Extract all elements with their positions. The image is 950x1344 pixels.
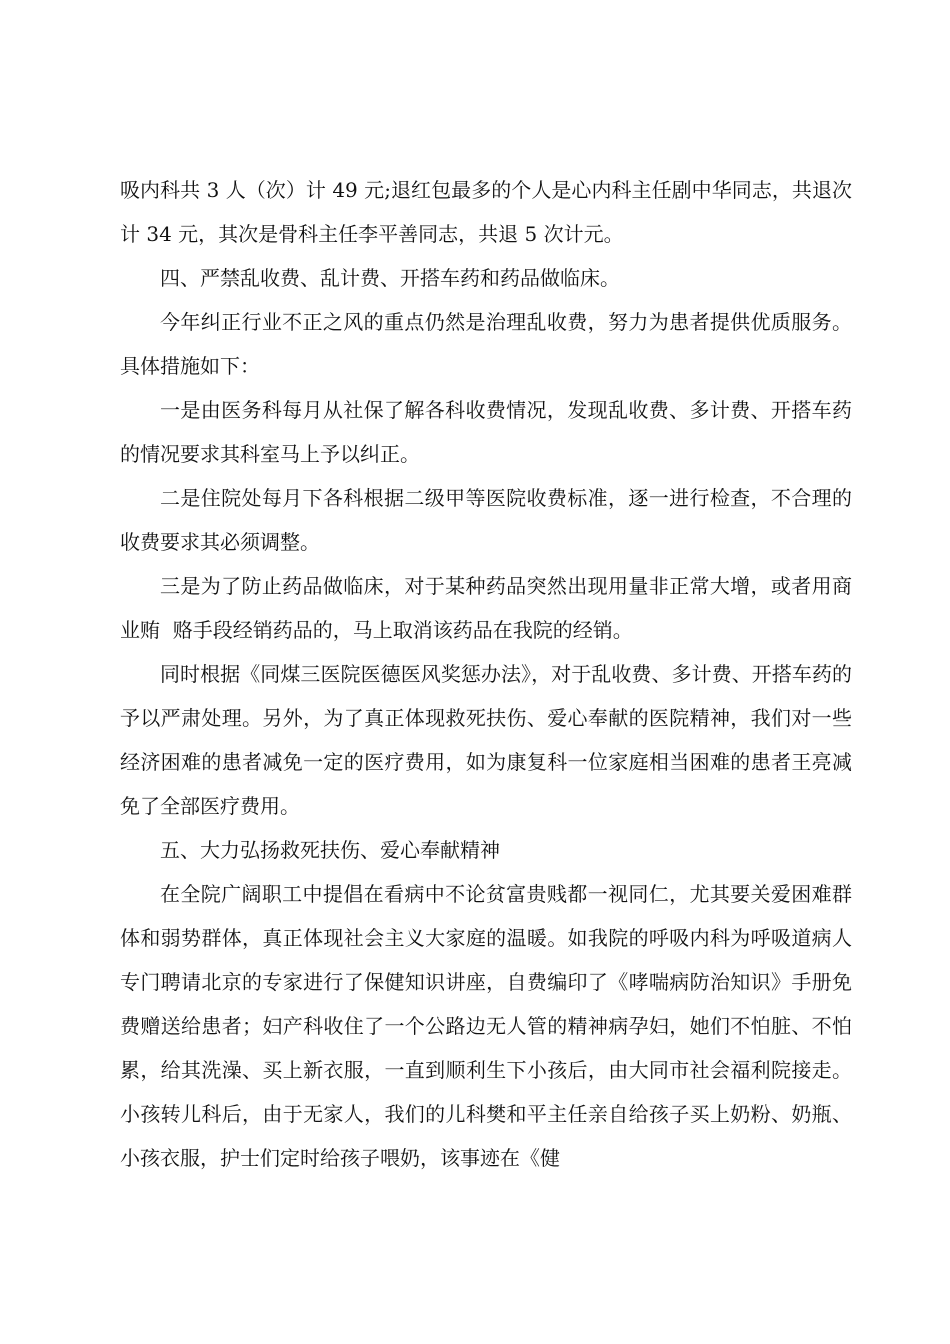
paragraph: 同时根据《同煤三医院医德医风奖惩办法》，对于乱收费、多计费、开搭车药的予以严肃处理。另外，为了真正体现救死扶伤、爱心奉献的医院精神，我们对一些经济困难的患者减免一定的医疗费用，如为康复科一位家庭相当困难的患者王亮减免了全部医疗费用。	[120, 662, 852, 818]
paragraph: 今年纠正行业不正之风的重点仍然是治理乱收费，努力为患者提供优质服务。具体措施如下：	[120, 310, 852, 378]
paragraph-continuation: 吸内科共 3 人（次）计 49 元;退红包最多的个人是心内科主任剧中华同志，共退次计 34 元，其次是骨科主任李平善同志，共退 5 次计元。	[120, 178, 852, 246]
paragraph: 在全院广阔职工中提倡在看病中不论贫富贵贱都一视同仁，尤其要关爱困难群体和弱势群体，真正体现社会主义大家庭的温暖。如我院的呼吸内科为呼吸道病人专门聘请北京的专家进行了保健知识讲座，自费编印了《哮喘病防治知识》手册免费赠送给患者；妇产科收住了一个公路边无人管的精神病孕妇，她们不怕脏、不怕累，给其洗澡、买上新衣服，一直到顺利生下小孩后，由大同市社会福利院接走。小孩转儿科后，由于无家人，我们的儿科樊和平主任亲自给孩子买上奶粉、奶瓶、小孩衣服，护士们定时给孩子喂奶，该事迹在《健	[120, 882, 852, 1170]
paragraph: 一是由医务科每月从社保了解各科收费情况，发现乱收费、多计费、开搭车药的情况要求其科室马上予以纠正。	[120, 398, 852, 466]
section-heading-5: 五、大力弘扬救死扶伤、爱心奉献精神	[160, 838, 500, 862]
document-body	[120, 168, 852, 1180]
section-heading-4: 四、严禁乱收费、乱计费、开搭车药和药品做临床。	[160, 266, 620, 290]
paragraph: 二是住院处每月下各科根据二级甲等医院收费标准，逐一进行检查，不合理的收费要求其必须调整。	[120, 486, 852, 554]
paragraph: 三是为了防止药品做临床，对于某种药品突然出现用量非正常大增，或者用商业贿 赂手段经销药品的，马上取消该药品在我院的经销。	[120, 574, 852, 642]
